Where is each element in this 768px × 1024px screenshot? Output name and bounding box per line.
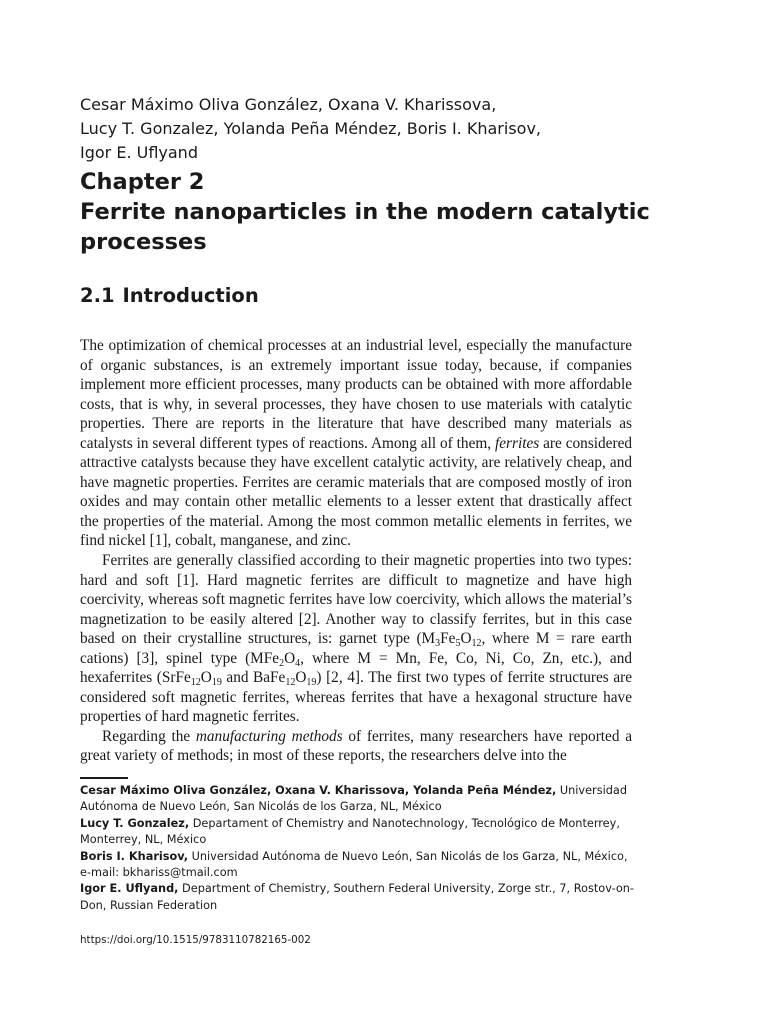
text-run: O bbox=[460, 630, 472, 648]
subscript: 12 bbox=[471, 638, 482, 650]
text-run: , where M = rare earth cations) [3], spinel type (MFe bbox=[80, 630, 632, 667]
text-run: , where M = Mn, Fe, Co, Ni, Co, Zn, etc.), and hexaferrites (SrFe bbox=[80, 649, 632, 687]
subscript: 4 bbox=[295, 657, 301, 669]
section-title: Introduction bbox=[122, 284, 259, 307]
footnote-divider bbox=[80, 777, 128, 779]
footnote-names: Boris I. Kharisov, bbox=[80, 849, 188, 863]
text-run: and BaFe bbox=[221, 669, 286, 687]
author-list bbox=[80, 93, 632, 165]
text-run: of ferrites, many researchers have reported a great variety of methods; in most of these reports, the researchers delve into the bbox=[80, 727, 633, 765]
footnote-names: Igor E. Uflyand, bbox=[80, 882, 179, 896]
text-run: Regarding the bbox=[102, 727, 196, 745]
chapter-title-line: processes bbox=[80, 229, 207, 255]
subscript: 3 bbox=[435, 638, 441, 650]
text-run: The optimization of chemical processes at an industrial level, especially the manufacture of organic substances, is an extremely important issue today, because, if companies implement more efficient processes, many products can be obtained with more affordable costs, that is why, in several processes, they have chosen to use materials with catalytic properties. There are reports in the literature that have described many materials as catalysts in several different types of reactions. Among all of them, bbox=[80, 337, 632, 452]
footnote-affiliation bbox=[80, 783, 640, 816]
footnote-affiliation-text: Departament of Chemistry and Nanotechnology, Tecnológico de Monterrey, Monterrey, NL, México bbox=[80, 816, 620, 847]
footnote-names: Cesar Máximo Oliva González, Oxana V. Kharissova, Yolanda Peña Méndez, bbox=[80, 784, 557, 797]
footnote-affiliation bbox=[80, 849, 640, 882]
section-heading bbox=[80, 283, 632, 309]
author-line: Cesar Máximo Oliva González, Oxana V. Kharissova, bbox=[80, 95, 497, 114]
doi-link[interactable]: https://doi.org/10.1515/9783110782165-002 bbox=[80, 934, 311, 946]
subscript: 5 bbox=[455, 638, 461, 650]
footnote-names: Lucy T. Gonzalez, bbox=[80, 816, 190, 830]
text-run: ) [2, 4]. The first two types of ferrite structures are considered soft magnetic ferrites, whereas ferrites that have a hexagonal structure have properties of hard magnetic ferrites. bbox=[80, 669, 632, 726]
text-run: O bbox=[284, 649, 296, 667]
text-run: O bbox=[295, 669, 307, 687]
text-run: O bbox=[200, 669, 212, 687]
text-run: Ferrites are generally classified according to their magnetic properties into two types: hard and soft [1]. Hard magnetic ferrites are difficult to magnetize and have high coercivity, whereas soft magnetic ferrites have low coercivity, which allows the material’s magnetization to be easily altered [2]. Another way to classify ferrites, but in this case based on their crystalline structures, is: garnet type (M bbox=[80, 552, 632, 648]
subscript: 19 bbox=[306, 677, 317, 689]
subscript: 2 bbox=[279, 657, 285, 669]
author-line: Igor E. Uflyand bbox=[80, 143, 198, 162]
subscript: 12 bbox=[285, 677, 296, 689]
paragraph bbox=[80, 551, 632, 727]
text-run: Fe bbox=[440, 630, 456, 648]
paragraph bbox=[80, 727, 632, 766]
chapter-heading bbox=[80, 167, 650, 257]
emphasis-term: ferrites bbox=[495, 434, 540, 452]
paragraph bbox=[80, 336, 632, 551]
footnote-affiliation bbox=[80, 816, 640, 849]
body-text bbox=[80, 336, 632, 766]
footnote-affiliation-text: Universidad Autónoma de Nuevo León, San Nicolás de los Garza, NL, México, e-mail: bkhariss@tmail.com bbox=[80, 849, 628, 880]
page-content bbox=[80, 93, 650, 766]
footnote-affiliation-text: Department of Chemistry, Southern Federal University, Zorge str., 7, Rostov-on-Don, Russian Federation bbox=[80, 882, 635, 912]
chapter-label: Chapter 2 bbox=[80, 169, 205, 195]
text-run: are considered attractive catalysts because they have excellent catalytic activity, are relatively cheap, and have magnetic properties. Ferrites are ceramic materials that are composed mostly of iron oxides and may contain other metallic elements to a lesser extent that drastically affect the properties of the material. Among the most common metallic elements in ferrites, we find nickel [1], cobalt, manganese, and zinc. bbox=[80, 434, 633, 550]
emphasis-term: manufacturing methods bbox=[195, 727, 343, 745]
chapter-title-line: Ferrite nanoparticles in the modern catalytic bbox=[80, 199, 650, 225]
subscript: 12 bbox=[190, 677, 201, 689]
footnote-affiliation-text: Universidad Autónoma de Nuevo León, San Nicolás de los Garza, NL, México bbox=[80, 784, 627, 814]
footnotes bbox=[80, 783, 640, 914]
section-number: 2.1 bbox=[80, 284, 115, 307]
author-line: Lucy T. Gonzalez, Yolanda Peña Méndez, Boris I. Kharisov, bbox=[80, 119, 541, 138]
subscript: 19 bbox=[211, 677, 222, 689]
footnote-affiliation bbox=[80, 881, 640, 914]
